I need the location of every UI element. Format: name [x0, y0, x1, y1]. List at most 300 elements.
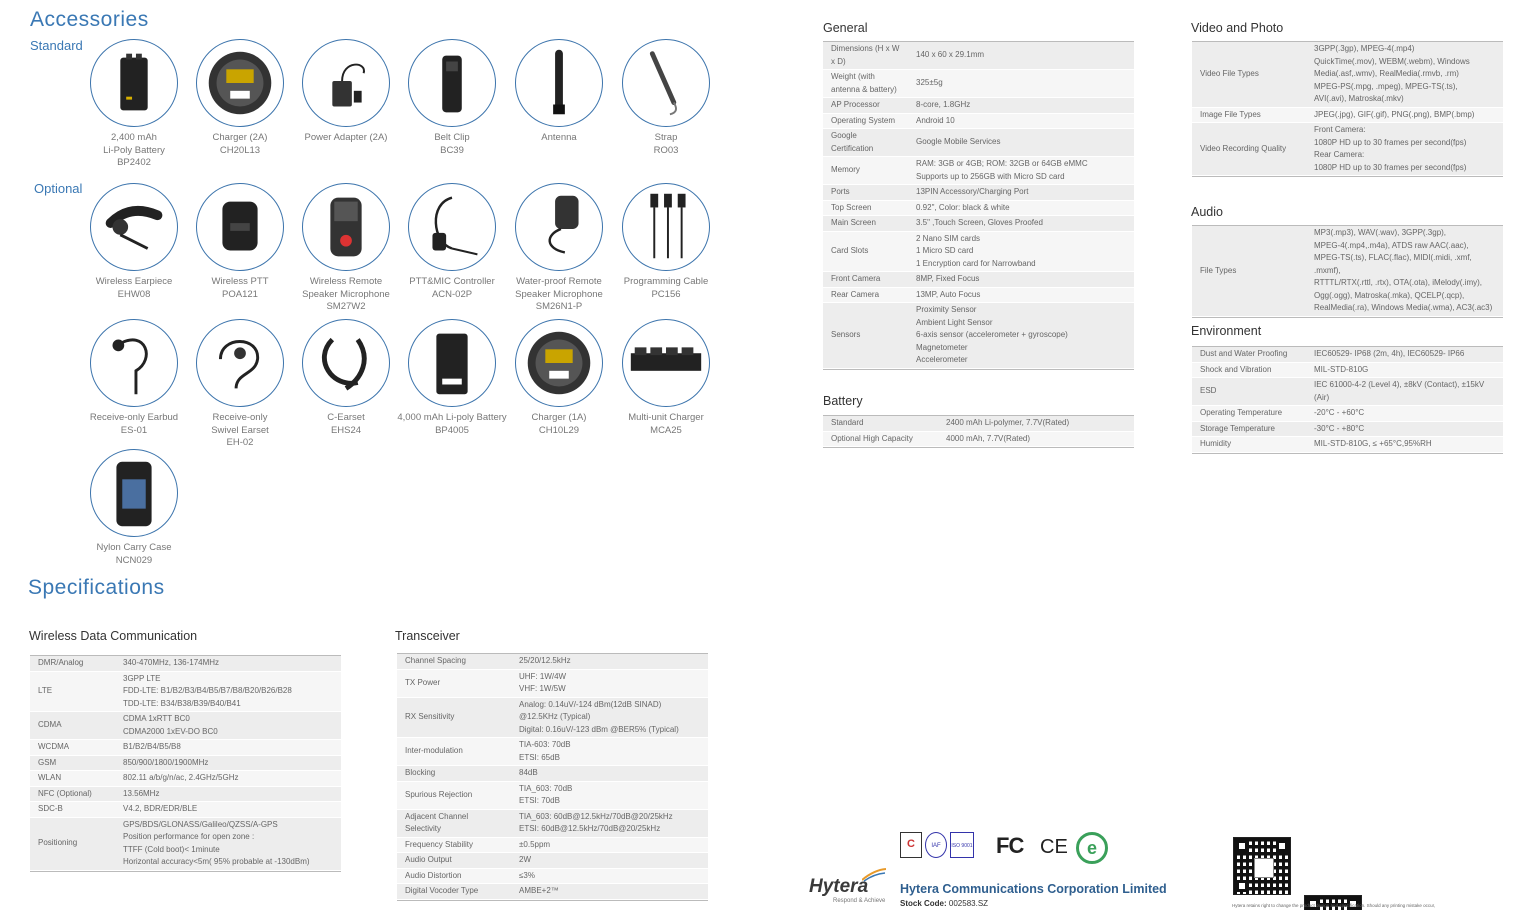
- spec-row: [1192, 421, 1503, 437]
- spec-row: [823, 185, 1134, 201]
- caption-line: Swivel Earset: [211, 424, 269, 436]
- spec-value: [511, 781, 708, 809]
- spec-value: [1306, 123, 1503, 176]
- spec-value-line: 802.11 a/b/g/n/ac, 2.4GHz/5GHz: [123, 773, 239, 782]
- logo-tagline: Respond & Achieve: [833, 898, 886, 904]
- battery-large-icon: [408, 319, 496, 407]
- spec-row: [1192, 406, 1503, 422]
- spec-label: Storage Temperature: [1192, 421, 1306, 437]
- spec-value-line: 4000 mAh, 7.7V(Rated): [946, 433, 1031, 443]
- spec-value-line: RealMedia(.ra), Windows Media(.wma), AC3(.ac3): [1314, 303, 1493, 312]
- wireless-table: [30, 655, 341, 872]
- spec-label: Video File Types: [1192, 42, 1306, 108]
- spec-row: [30, 755, 341, 771]
- accessory-caption: [286, 276, 406, 314]
- disclaimer: Hytera retains right to change the product design and specification. Should any printing mistake occur,: [1232, 903, 1436, 908]
- caption-line: Power Adapter (2A): [304, 132, 388, 143]
- spec-row: [823, 272, 1134, 288]
- caption-line: BP2402: [117, 157, 151, 168]
- iaf-icon: IAF: [925, 832, 947, 858]
- spec-value-line: 13.56MHz: [123, 788, 160, 798]
- spec-value-line: Position performance for open zone :: [123, 832, 255, 841]
- spec-label: Weight (with antenna & battery): [823, 70, 908, 98]
- optional-accessory: [286, 183, 406, 314]
- spec-row: [823, 98, 1134, 114]
- spec-value-line: MIL-STD-810G, ≤ +65°C,95%RH: [1314, 439, 1432, 448]
- spec-value-line: TDD-LTE: B34/B38/B39/B40/B41: [123, 698, 241, 708]
- waterproof-mic-icon: [515, 183, 603, 271]
- spec-value: [511, 766, 708, 782]
- caption-line: ES-01: [120, 424, 148, 436]
- spec-row: [823, 42, 1134, 70]
- eco-icon: e: [1076, 832, 1108, 864]
- spec-value-line: 1 Micro SD card: [916, 246, 974, 255]
- spec-value-line: Front Camera:: [1314, 125, 1366, 134]
- charger-1a-icon: [515, 319, 603, 407]
- optional-accessory: [392, 319, 512, 437]
- spec-value: [908, 303, 1134, 369]
- spec-row: [823, 431, 1134, 447]
- spec-value-line: 3GPP LTE: [123, 673, 161, 683]
- spec-label: AP Processor: [823, 98, 908, 114]
- spec-label: WLAN: [30, 771, 115, 787]
- spec-value: [1306, 362, 1503, 378]
- battery-icon: [90, 39, 178, 127]
- accessory-caption: [286, 132, 406, 145]
- caption-line: EHW08: [117, 288, 151, 300]
- spec-label: Card Slots: [823, 231, 908, 272]
- wireless-title: Wireless Data Communication: [29, 629, 198, 643]
- spec-label: GSM: [30, 755, 115, 771]
- transceiver-table: [397, 653, 708, 901]
- spec-value: [908, 157, 1134, 185]
- programming-cable-icon: [622, 183, 710, 271]
- caption-line: RO03: [653, 144, 679, 156]
- spec-row: [823, 416, 1134, 432]
- spec-row: [397, 809, 708, 837]
- spec-label: NFC (Optional): [30, 786, 115, 802]
- spec-row: [1192, 347, 1503, 363]
- spec-value-line: 0.92", Color: black & white: [916, 202, 1010, 212]
- spec-label: Ports: [823, 185, 908, 201]
- spec-value-line: Ambient Light Sensor: [916, 317, 993, 327]
- spec-value-line: 13PIN Accessory/Charging Port: [916, 187, 1029, 196]
- spec-value: [1306, 347, 1503, 363]
- spec-value-line: 3.5" ,Touch Screen, Gloves Proofed: [916, 218, 1043, 227]
- spec-value: [1306, 107, 1503, 123]
- spec-row: [823, 231, 1134, 272]
- caption-line: Multi-unit Charger: [628, 412, 704, 423]
- spec-label: Rear Camera: [823, 287, 908, 303]
- spec-row: [30, 656, 341, 672]
- spec-value-line: ±0.5ppm: [519, 839, 551, 849]
- spec-value-line: UHF: 1W/4W: [519, 671, 567, 681]
- spec-value-line: QuickTime(.mov), WEBM(.webm), Windows: [1314, 56, 1470, 66]
- spec-value-line: TIA-603: 70dB: [519, 740, 571, 749]
- standard-accessory: [499, 39, 619, 145]
- caption-line: BP4005: [435, 424, 469, 436]
- spec-value: [115, 755, 341, 771]
- accessory-caption: [286, 412, 406, 437]
- spec-value: [908, 200, 1134, 216]
- spec-value-line: TIA_603: 60dB@12.5kHz/70dB@20/25kHz: [519, 811, 673, 821]
- caption-line: Li-Poly Battery: [103, 144, 165, 156]
- spec-value-line: Digital: 0.16uV/-123 dBm @BER5% (Typical): [519, 724, 679, 734]
- spec-value-line: Supports up to 256GB with Micro SD card: [916, 171, 1065, 181]
- spec-row: [397, 654, 708, 670]
- optional-label: Optional: [34, 181, 83, 196]
- spec-value: [938, 416, 1134, 432]
- spec-value-line: CDMA2000 1xEV-DO BC0: [123, 726, 218, 736]
- spec-value: [908, 231, 1134, 272]
- spec-value: [115, 817, 341, 870]
- spec-label: SDC-B: [30, 802, 115, 818]
- caption-line: EHS24: [330, 424, 362, 436]
- optional-accessory: [499, 319, 619, 437]
- spec-value: [115, 771, 341, 787]
- spec-value-line: AVI(.avi), Matroska(.mkv): [1314, 94, 1404, 103]
- stock-code: Stock Code: 002583.SZ: [900, 899, 989, 908]
- optional-accessory: [286, 319, 406, 437]
- spec-label: Audio Output: [397, 853, 511, 869]
- spec-value: [115, 786, 341, 802]
- spec-value: [115, 712, 341, 740]
- spec-row: [397, 868, 708, 884]
- ptt-controller-icon: [408, 183, 496, 271]
- standard-label: Standard: [30, 38, 83, 53]
- spec-row: [30, 802, 341, 818]
- caption-line: Water-proof Remote: [516, 276, 602, 287]
- spec-value: [908, 129, 1134, 157]
- caption-line: CH10L29: [538, 424, 580, 436]
- spec-value-line: ETSI: 70dB: [519, 796, 560, 805]
- spec-label: Blocking: [397, 766, 511, 782]
- accessories-title: Accessories: [30, 8, 149, 31]
- caption-line: Receive-only Earbud: [89, 412, 179, 423]
- spec-value: [115, 740, 341, 756]
- accessory-caption: [74, 276, 194, 301]
- spec-row: [1192, 362, 1503, 378]
- spec-value-line: 1080P HD up to 30 frames per second(fps): [1314, 137, 1467, 147]
- spec-row: [30, 786, 341, 802]
- remote-speaker-icon: [302, 183, 390, 271]
- general-title: General: [823, 21, 868, 35]
- spec-label: Image File Types: [1192, 107, 1306, 123]
- spec-row: [1192, 378, 1503, 406]
- environment-title: Environment: [1191, 324, 1262, 338]
- battery-table: [823, 415, 1134, 448]
- spec-value: [1306, 406, 1503, 422]
- spec-value: [115, 802, 341, 818]
- logo-swoosh-icon: [862, 868, 886, 882]
- spec-row: [823, 157, 1134, 185]
- cert-badges: [900, 832, 976, 862]
- spec-value: [908, 287, 1134, 303]
- spec-row: [823, 200, 1134, 216]
- spec-value-line: -20°C - +60°C: [1314, 408, 1365, 417]
- spec-row: [397, 669, 708, 697]
- spec-row: [30, 740, 341, 756]
- spec-row: [823, 129, 1134, 157]
- spec-label: Humidity: [1192, 437, 1306, 453]
- spec-value: [938, 431, 1134, 447]
- ceprei-icon: C: [900, 832, 922, 858]
- spec-row: [397, 697, 708, 738]
- caption-line: SM26N1-P: [535, 301, 583, 312]
- accessory-caption: [392, 412, 512, 437]
- spec-value-line: ETSI: 60dB@12.5kHz/70dB@20/25kHz: [519, 824, 661, 833]
- spec-value: [115, 671, 341, 712]
- spec-row: [30, 671, 341, 712]
- accessory-caption: [74, 412, 194, 437]
- caption-line: Nylon Carry Case: [96, 542, 172, 553]
- spec-label: Sensors: [823, 303, 908, 369]
- spec-value-line: TTFF (Cold boot)< 1minute: [123, 844, 220, 854]
- spec-label: Adjacent Channel Selectivity: [397, 809, 511, 837]
- optional-accessory: [499, 183, 619, 314]
- spec-value-line: IEC 61000-4-2 (Level 4), ±8kV (Contact), ±15kV (Air): [1314, 380, 1485, 402]
- spec-value-line: AMBE+2™: [519, 886, 559, 895]
- spec-value-line: Android 10: [916, 115, 955, 125]
- optional-accessory: [180, 319, 300, 450]
- earbud-icon: [90, 319, 178, 407]
- transceiver-title: Transceiver: [395, 629, 460, 643]
- caption-line: CH20L13: [219, 144, 261, 156]
- spec-label: Audio Distortion: [397, 868, 511, 884]
- caption-line: C-Earset: [327, 412, 365, 423]
- spec-row: [30, 771, 341, 787]
- spec-value-line: 140 x 60 x 29.1mm: [916, 50, 985, 60]
- spec-value: [1306, 437, 1503, 453]
- general-table: [823, 41, 1134, 370]
- spec-row: [397, 738, 708, 766]
- spec-row: [397, 781, 708, 809]
- accessory-caption: [606, 412, 726, 437]
- spec-label: Google Certification: [823, 129, 908, 157]
- spec-value-line: B1/B2/B4/B5/B8: [123, 742, 181, 751]
- spec-label: Spurious Rejection: [397, 781, 511, 809]
- power-adapter-icon: [302, 39, 390, 127]
- spec-value-line: 2 Nano SIM cards: [916, 233, 981, 243]
- caption-line: Antenna: [541, 132, 577, 143]
- spec-value-line: Analog: 0.14uV/-124 dBm(12dB SINAD): [519, 699, 662, 709]
- charger-icon: [196, 39, 284, 127]
- caption-line: Wireless Earpiece: [95, 276, 173, 287]
- spec-label: Video Recording Quality: [1192, 123, 1306, 176]
- spec-label: DMR/Analog: [30, 656, 115, 672]
- spec-row: [397, 766, 708, 782]
- video-title: Video and Photo: [1191, 21, 1284, 35]
- standard-accessory: [606, 39, 726, 157]
- spec-label: Operating Temperature: [1192, 406, 1306, 422]
- spec-value-line: Rear Camera:: [1314, 150, 1365, 159]
- spec-label: WCDMA: [30, 740, 115, 756]
- spec-label: Front Camera: [823, 272, 908, 288]
- spec-value-line: RAM: 3GB or 4GB; ROM: 32GB or 64GB eMMC: [916, 159, 1088, 168]
- spec-value-line: FDD-LTE: B1/B2/B3/B4/B5/B7/B8/B20/B26/B28: [123, 686, 292, 695]
- accessory-caption: [74, 132, 194, 170]
- spec-label: CDMA: [30, 712, 115, 740]
- spec-value: [511, 853, 708, 869]
- caption-line: 2,400 mAh: [111, 132, 157, 143]
- spec-label: Dimensions (H x W x D): [823, 42, 908, 70]
- spec-value: [908, 113, 1134, 129]
- caption-line: Charger (2A): [212, 132, 268, 143]
- accessory-caption: [392, 132, 512, 157]
- multi-unit-charger-icon: [622, 319, 710, 407]
- spec-label: Inter-modulation: [397, 738, 511, 766]
- spec-value: [511, 884, 708, 900]
- optional-accessory: [180, 183, 300, 301]
- standard-accessory: [180, 39, 300, 157]
- spec-row: [823, 113, 1134, 129]
- spec-value-line: 3GPP(.3gp), MPEG-4(.mp4): [1314, 44, 1415, 53]
- spec-row: [397, 837, 708, 853]
- spec-value: [511, 697, 708, 738]
- spec-value: [1306, 421, 1503, 437]
- spec-row: [1192, 437, 1503, 453]
- accessory-caption: [74, 542, 194, 567]
- spec-value-line: Accelerometer: [916, 355, 968, 364]
- spec-value: [908, 42, 1134, 70]
- standard-accessory: [286, 39, 406, 145]
- optional-accessory: [392, 183, 512, 301]
- spec-value-line: 2400 mAh Li-polymer, 7.7V(Rated): [946, 418, 1070, 427]
- logo-text: Hytera: [809, 876, 869, 897]
- caption-line: 4,000 mAh Li-poly Battery: [397, 412, 507, 423]
- caption-line: NCN029: [115, 554, 153, 566]
- optional-accessory: [74, 183, 194, 301]
- ce-icon: CE: [1040, 836, 1068, 858]
- spec-value-line: Ogg(.ogg), Matroska(.mka), QCELP(.qcp),: [1314, 290, 1465, 300]
- caption-line: BC39: [440, 144, 464, 156]
- accessory-caption: [606, 276, 726, 301]
- spec-label: Top Screen: [823, 200, 908, 216]
- accessory-caption: [392, 276, 512, 301]
- spec-row: [1192, 123, 1503, 176]
- spec-label: Shock and Vibration: [1192, 362, 1306, 378]
- spec-value-line: MIL-STD-810G: [1314, 364, 1369, 374]
- spec-row: [823, 287, 1134, 303]
- spec-row: [823, 70, 1134, 98]
- spec-value-line: GPS/BDS/GLONASS/Galileo/QZSS/A-GPS: [123, 819, 278, 829]
- spec-value-line: -30°C - +80°C: [1314, 423, 1365, 433]
- spec-value: [511, 837, 708, 853]
- accessory-caption: [499, 412, 619, 437]
- earpiece-icon: [90, 183, 178, 271]
- spec-value-line: Proximity Sensor: [916, 305, 977, 314]
- spec-value-line: Magnetometer: [916, 342, 968, 352]
- environment-table: [1192, 346, 1503, 454]
- caption-line: EH-02: [226, 437, 254, 448]
- optional-accessory: [606, 319, 726, 437]
- video-table: [1192, 41, 1503, 177]
- spec-row: [823, 216, 1134, 232]
- spec-value-line: ≤3%: [519, 870, 535, 880]
- spec-value-line: 8-core, 1.8GHz: [916, 100, 971, 109]
- accessory-caption: [180, 412, 300, 450]
- spec-value-line: 1080P HD up to 30 frames per second(fps): [1314, 162, 1467, 172]
- spec-value-line: 340-470MHz, 136-174MHz: [123, 658, 220, 667]
- spec-value: [908, 70, 1134, 98]
- fcc-icon: FC: [996, 833, 1024, 858]
- spec-row: [1192, 226, 1503, 317]
- spec-value-line: 84dB: [519, 768, 538, 777]
- spec-value-line: ETSI: 65dB: [519, 752, 560, 762]
- caption-line: Wireless PTT: [211, 276, 269, 287]
- spec-value-line: 325±5g: [916, 78, 943, 88]
- caption-line: PC156: [651, 288, 681, 300]
- spec-value-line: TIA_603: 70dB: [519, 783, 573, 793]
- spec-label: Optional High Capacity: [823, 431, 938, 447]
- spec-label: Main Screen: [823, 216, 908, 232]
- caption-line: ACN-02P: [431, 288, 473, 300]
- spec-value: [511, 669, 708, 697]
- spec-value: [511, 738, 708, 766]
- audio-title: Audio: [1191, 205, 1223, 219]
- spec-value-line: V4.2, BDR/EDR/BLE: [123, 804, 198, 813]
- standard-accessory: [392, 39, 512, 157]
- spec-value-line: 1 Encryption card for Narrowband: [916, 258, 1036, 268]
- spec-label: Positioning: [30, 817, 115, 870]
- spec-label: File Types: [1192, 226, 1306, 317]
- caption-line: PTT&MIC Controller: [409, 276, 495, 287]
- spec-value-line: 850/900/1800/1900MHz: [123, 757, 209, 767]
- spec-label: Channel Spacing: [397, 654, 511, 670]
- spec-value-line: Media(.asf,.wmv), RealMedia(.rmvb, .rm): [1314, 69, 1459, 78]
- spec-value-line: RTTTL/RTX(.rttl, .rtx), OTA(.ota), iMelody(.imy),: [1314, 278, 1483, 287]
- spec-value-line: 6-axis sensor (accelerometer + gyroscope): [916, 330, 1068, 339]
- spec-value: [1306, 378, 1503, 406]
- spec-label: Operating System: [823, 113, 908, 129]
- accessory-caption: [180, 132, 300, 157]
- spec-value-line: MPEG-TS(.ts), FLAC(.flac), MIDI(.midi, .xmf, .mxmf),: [1314, 253, 1472, 275]
- spec-row: [397, 853, 708, 869]
- spec-label: Dust and Water Proofing: [1192, 347, 1306, 363]
- spec-value: [1306, 42, 1503, 108]
- spec-row: [397, 884, 708, 900]
- spec-row: [30, 712, 341, 740]
- iso-icon: ISO 9001: [950, 832, 974, 858]
- c-earset-icon: [302, 319, 390, 407]
- caption-line: Strap: [654, 132, 678, 143]
- spec-value-line: 8MP, Fixed Focus: [916, 274, 980, 283]
- spec-value: [511, 868, 708, 884]
- caption-line: Speaker Microphone: [515, 288, 603, 300]
- spec-row: [823, 303, 1134, 369]
- battery-title: Battery: [823, 394, 863, 408]
- spec-label: Digital Vocoder Type: [397, 884, 511, 900]
- spec-value-line: 2W: [519, 855, 531, 864]
- qr-code-icon: [1233, 837, 1291, 895]
- strap-icon: [622, 39, 710, 127]
- spec-value: [511, 654, 708, 670]
- spec-label: Frequency Stability: [397, 837, 511, 853]
- spec-label: LTE: [30, 671, 115, 712]
- spec-label: ESD: [1192, 378, 1306, 406]
- optional-accessory: [606, 183, 726, 301]
- spec-label: Standard: [823, 416, 938, 432]
- specifications-title: Specifications: [28, 576, 165, 599]
- spec-value-line: Google Mobile Services: [916, 137, 1001, 147]
- caption-line: POA121: [222, 288, 258, 300]
- spec-value-line: @12.5KHz (Typical): [519, 712, 591, 721]
- accessory-caption: [499, 276, 619, 314]
- caption-line: Speaker Microphone: [302, 288, 390, 300]
- caption-line: Charger (1A): [531, 412, 587, 423]
- accessory-caption: [180, 276, 300, 301]
- spec-value-line: CDMA 1xRTT BC0: [123, 714, 190, 723]
